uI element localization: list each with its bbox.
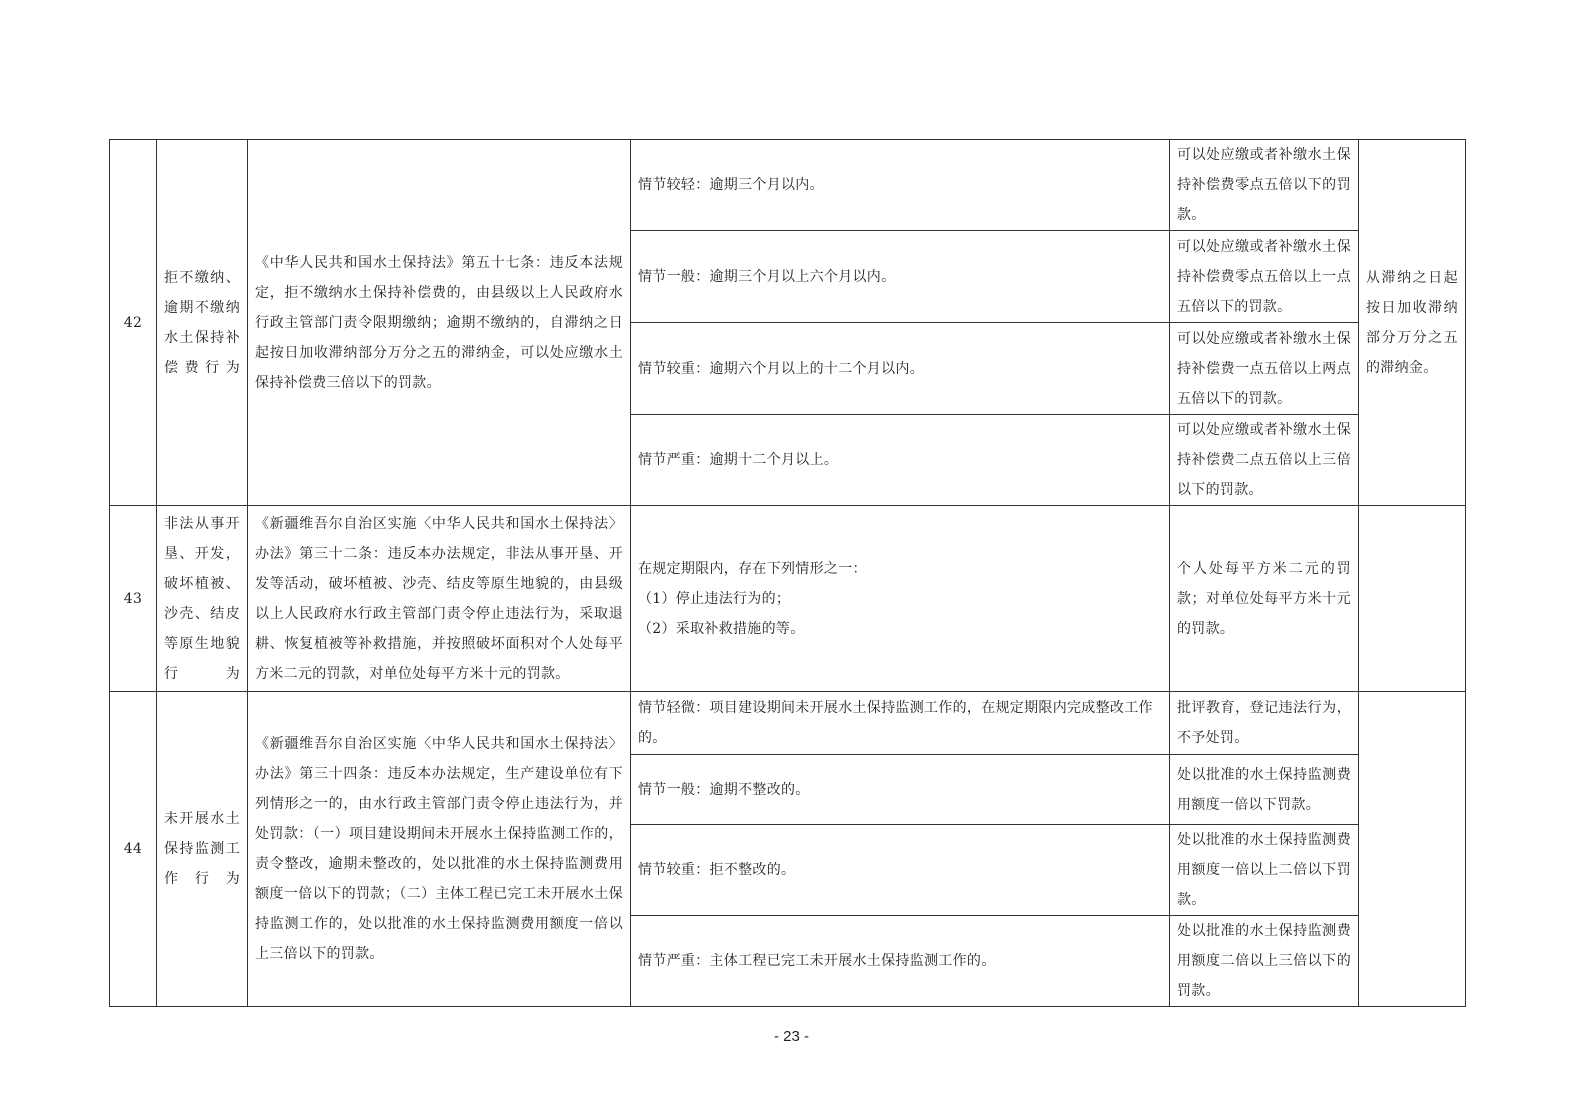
circumstance-line: （2）采取补救措施的等。 [638, 620, 805, 637]
penalty: 可以处应缴或者补缴水土保持补偿费零点五倍以上一点五倍以下的罚款。 [1170, 231, 1359, 323]
circumstance-line: 在规定期限内，存在下列情形之一： [638, 560, 867, 577]
penalty: 可以处应缴或者补缴水土保持补偿费零点五倍以下的罚款。 [1170, 140, 1359, 231]
circumstance: 情节严重：逾期十二个月以上。 [631, 415, 1170, 506]
violation-name: 拒不缴纳、逾期不缴纳水土保持补偿费行为 [157, 140, 248, 506]
legal-basis: 《中华人民共和国水土保持法》第五十七条：违反本法规定，拒不缴纳水土保持补偿费的，由县级以上人民政府水行政主管部门责令限期缴纳；逾期不缴纳的，自滞纳之日起按日加收滞纳部分万分之五的滞纳金，可以处应缴水土保持补偿费三倍以下的罚款。 [248, 140, 631, 506]
legal-basis: 《新疆维吾尔自治区实施〈中华人民共和国水土保持法〉办法》第三十四条：违反本办法规定，生产建设单位有下列情形之一的，由水行政主管部门责令停止违法行为，并处罚款：（一）项目建设期间未开展水土保持监测工作的，责令整改，逾期未整改的，处以批准的水土保持监测费用额度一倍以下的罚款；（二）主体工程已完工未开展水土保持监测工作的，处以批准的水土保持监测费用额度一倍以上三倍以下的罚款。 [248, 692, 631, 1007]
circumstance: 情节严重：主体工程已完工未开展水土保持监测工作的。 [631, 916, 1170, 1007]
penalty: 可以处应缴或者补缴水土保持补偿费二点五倍以上三倍以下的罚款。 [1170, 415, 1359, 506]
circumstance: 情节一般：逾期不整改的。 [631, 755, 1170, 825]
table-row [110, 140, 1466, 231]
penalty-standard-table [109, 139, 1466, 1007]
penalty: 批评教育，登记违法行为，不予处罚。 [1170, 692, 1359, 755]
penalty: 处以批准的水土保持监测费用额度一倍以下罚款。 [1170, 755, 1359, 825]
penalty: 个人处每平方米二元的罚款；对单位处每平方米十元的罚款。 [1170, 506, 1359, 692]
circumstance: 情节较重：逾期六个月以上的十二个月以内。 [631, 323, 1170, 415]
table-row [110, 506, 1466, 692]
circumstance: 情节一般：逾期三个月以上六个月以内。 [631, 231, 1170, 323]
remark [1359, 692, 1466, 1007]
circumstance: 情节较重：拒不整改的。 [631, 825, 1170, 916]
violation-name: 未开展水土保持监测工作行为 [157, 692, 248, 1007]
item-number: 43 [110, 506, 157, 692]
circumstance-line: （1）停止违法行为的； [638, 590, 791, 607]
circumstance [631, 506, 1170, 692]
item-number: 42 [110, 140, 157, 506]
violation-name: 非法从事开垦、开发，破坏植被、沙壳、结皮等原生地貌行为 [157, 506, 248, 692]
penalty: 可以处应缴或者补缴水土保持补偿费一点五倍以上两点五倍以下的罚款。 [1170, 323, 1359, 415]
penalty: 处以批准的水土保持监测费用额度一倍以上二倍以下罚款。 [1170, 825, 1359, 916]
table-row [110, 692, 1466, 755]
remark [1359, 506, 1466, 692]
circumstance: 情节较轻：逾期三个月以内。 [631, 140, 1170, 231]
remark: 从滞纳之日起按日加收滞纳部分万分之五的滞纳金。 [1359, 140, 1466, 506]
legal-basis: 《新疆维吾尔自治区实施〈中华人民共和国水土保持法〉办法》第三十二条：违反本办法规定，非法从事开垦、开发等活动，破坏植被、沙壳、结皮等原生地貌的，由县级以上人民政府水行政主管部门责令停止违法行为，采取退耕、恢复植被等补救措施，并按照破坏面积对个人处每平方米二元的罚款，对单位处每平方米十元的罚款。 [248, 506, 631, 692]
page-number: - 23 - [773, 1028, 809, 1045]
penalty: 处以批准的水土保持监测费用额度二倍以上三倍以下的罚款。 [1170, 916, 1359, 1007]
circumstance: 情节轻微：项目建设期间未开展水土保持监测工作的，在规定期限内完成整改工作的。 [631, 692, 1170, 755]
item-number: 44 [110, 692, 157, 1007]
